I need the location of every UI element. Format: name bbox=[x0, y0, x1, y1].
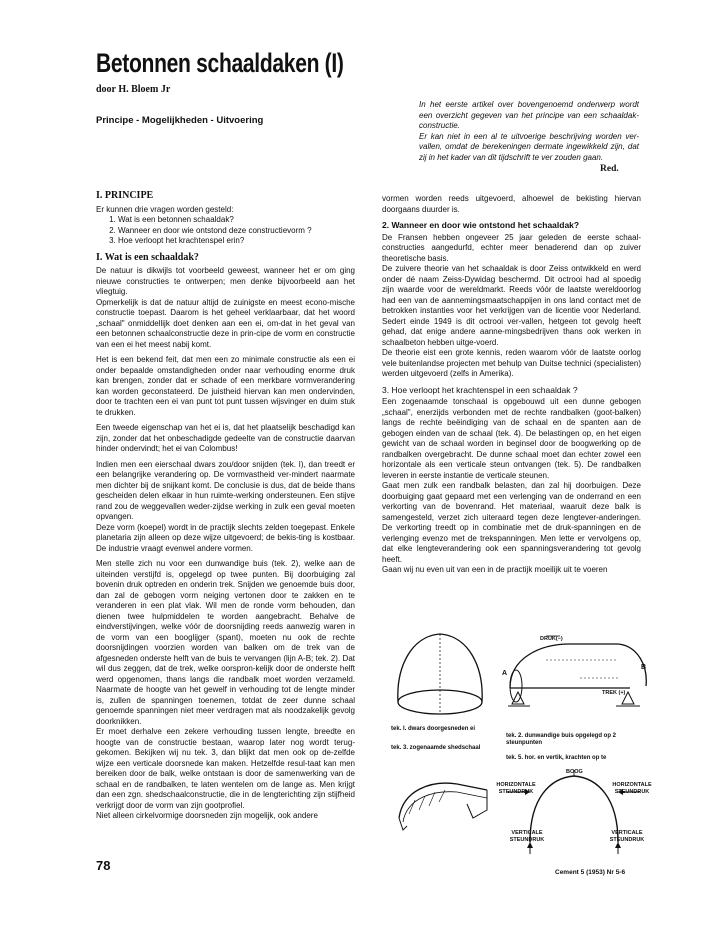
left-column bbox=[96, 191, 355, 822]
question-list bbox=[96, 215, 355, 247]
label-hor-left: HORIZONTALE STEUNDRUK bbox=[496, 782, 536, 795]
paragraph: Het is een bekend feit, dat men een zo minimale constructie als een ei onder bepaalde omstandigheden onder naar verhouding enorme druk kan brengen, zonder dat er schade of een merkbare vormverandering kan worden geconstateerd. De juistheid hiervan kan men ondervinden, door te trachten een ei van punt tot punt tussen wijsvinger en duim stuk te drukken. bbox=[96, 355, 355, 417]
intro-paragraph: Er kan niet in een al te uitvoerige beschrijving worden ver-vallen, omdat de berekeningen dermate ingewikkeld zijn, dat zij in het kader van dit tijdschrift te ver zouden gaan. bbox=[419, 131, 639, 162]
caption-fig1: tek. I. dwars doorgesneden ei bbox=[391, 726, 476, 732]
author: door H. Bloem Jr bbox=[96, 84, 171, 95]
label-vert-left: VERTICALE STEUNDRUK bbox=[509, 830, 545, 843]
paragraph: Er moet derhalve een zekere verhouding tussen lengte, breedte en hoogte van de constructie bestaan, waarop later nog wordt terug-gekomen. Bekijken wij nu tek. 3, dan blijkt dat men ook op de-zelfde wijze een verticale doorsnede kan maken. Hetzelfde resul-taat kan men bereiken door de balk, welke ontstaan is door de samenwerking van de schaal en de randbalken, te laten wentelen om de lange as. Men krijgt dan een zgn. shedschaalconstructie, die in de lengterichting zijn stijfheid verkrijgt door de vorm van zijn gootprofiel. bbox=[96, 727, 355, 810]
paragraph: Een zogenaamde tonschaal is opgebouwd uit een dunne gebogen „schaal", enerzijds verbonden met de rechte randbalken (goot-balken) langs de rechte beëindiging van de schaal en de spanten aan de gebogen einden van de schaal (tek. 4). De belastingen op, en het eigen gewicht van de schaal worden in beginsel door de boogwerking op de randbalken overgebracht. De dunne schaal moet dan echter zowel een horizontale als een verticale steun ontvangen (tek. 5). De randbalken leveren in eerste instantie de verticale steunen. bbox=[382, 397, 641, 480]
paragraph: Gaat men zulk een randbalk belasten, dan zal hij doorbuigen. Deze doorbuiging gaat gepaard met een verlenging van de onderrand en een verkorting van de bovenrand. Het materiaal, waaruit deze balk is samengesteld, verzet zich uiteraard tegen deze lengtever-anderingen. De verkorting treedt op in combinatie met de druk-spanningen en de verlenging evenzo met de trekspanningen. Men lette er vervolgens op, dat elke lengteverandering ook een spanningsverandering tot gevolg heeft. bbox=[382, 481, 641, 564]
section-heading: 2. Wanneer en door wie ontstond het schaaldak? bbox=[382, 220, 580, 230]
paragraph: vormen worden reeds uitgevoerd, alhoewel de bekisting hiervan doorgaans duurder is. bbox=[382, 194, 641, 214]
label-boog: BOOG bbox=[566, 769, 583, 775]
figure-shed bbox=[395, 770, 495, 840]
right-column bbox=[382, 194, 641, 576]
paragraph: Een tweede eigenschap van het ei is, dat het plaatselijk beschadigd kan zijn, zonder dat het onbeschadigde gedeelte van de constructie daarvan hinder ondervindt; het ei van Colombus! bbox=[96, 423, 355, 453]
journal-reference: Cement 5 (1953) Nr 5-6 bbox=[555, 869, 626, 876]
paragraph: De Fransen hebben ongeveer 25 jaar geleden de eerste schaal-constructies aangedurfd, echter meer benaderend dan op zuiver theoretische basis. bbox=[382, 232, 641, 263]
editor-signature: Red. bbox=[600, 164, 619, 174]
paragraph: Men stelle zich nu voor een dunwandige buis (tek. 2), welke aan de uiteinden verstijfd is, opgelegd op twee punten. Bij doorbuiging zal bovenin druk optreden en onderin trek. Snijden we genoemde buis door, dan zal de gebogen vorm neiging vertonen door te zakken en te veranderen in een plat vlak. Wil men de ronde vorm behouden, dan dienen twee hulpmiddelen te worden aangebracht. Behalve de eindverstijvingen, welke vóór de doorsnijding reeds aanwezig waren in de vorm van een booglijger (spant), moeten nu ook de rechte doorsnijdingen voorzien worden van balken om de trek van de afgesneden onderste helft van de buis te vervangen (lijn A-B; tek. 2). Dat wil dus zeggen, dat de trek, welke oorspron-kelijk door de onderste helft werd opgenomen, thans langs die randbalk moet worden verzameld. Naarmate de hoogte van het gewelf in verhouding tot de lengte minder is, zullen de spanningen toenemen, totdat de zeer dunne schaal genoemde spanningen niet meer verdragen mat als noodzakelijk gevolg doorknikken. bbox=[96, 559, 355, 726]
paragraph: De theorie eist een grote kennis, reden waarom vóór de laatste oorlog vele buitenlandse projecten met behulp van Duitse technici (specialisten) werden uitgevoerd (zelfs in Amerika). bbox=[382, 348, 641, 378]
caption-fig5: tek. 5. hor. en vertik, krachten op te bbox=[506, 755, 607, 761]
paragraph: De natuur is dikwijls tot voorbeeld geweest, wanneer het er om ging nieuwe constructies te ontwerpen; men denke bijvoorbeeld aan het vliegtuig. bbox=[96, 266, 355, 296]
label-hor-right: HORIZONTALE STEUNDRUK bbox=[612, 782, 652, 795]
section-heading: I. PRINCIPE bbox=[96, 190, 154, 201]
article-title: Betonnen schaaldaken (I) bbox=[96, 48, 344, 78]
section-heading: I. Wat is een schaaldak? bbox=[96, 251, 199, 263]
caption-fig2: tek. 2. dunwandige buis opgelegd op 2 steunpunten bbox=[506, 733, 617, 746]
list-item: 2. Wanneer en door wie ontstond deze constructievorm ? bbox=[118, 226, 355, 237]
paragraph: Indien men een eierschaal dwars zou/door snijden (tek. I), dan treedt er een belangrijke verandering op. De vormvastheid ver-mindert naarmate men dichter bij de snijkant komt. De conclusie is dus, dat de beide thans gescheiden delen elkaar in hun ruimte-werking ondersteunen. Een stijve rand zou de weggevallen weder-zijdse werking in zulk een geval moeten opvangen. bbox=[96, 459, 355, 521]
label-druk: DRUK(−) bbox=[540, 636, 563, 642]
label-vert-right: VERTICALE STEUNDRUK bbox=[609, 830, 645, 843]
page-number: 78 bbox=[96, 858, 111, 873]
figure-egg bbox=[390, 628, 490, 728]
intro-paragraph: In het eerste artikel over bovengenoemd onderwerp wordt een overzicht gegeven van het principe van een schaaldak-constructie. bbox=[419, 100, 639, 130]
label-a: A bbox=[502, 670, 508, 677]
figure-tube bbox=[500, 632, 650, 722]
section-heading: 3. Hoe verloopt het krachtenspel in een schaaldak ? bbox=[382, 384, 578, 395]
label-b: B bbox=[641, 664, 647, 671]
paragraph: Er kunnen drie vragen worden gesteld: bbox=[96, 204, 234, 214]
list-item: 1. Wat is een betonnen schaaldak? bbox=[118, 215, 355, 226]
paragraph: Deze vorm (koepel) wordt in de practijk slechts zelden toegepast. Enkele planetaria zijn alleen op deze wijze uitgevoerd; de bekis-ting is kostbaar. De industrie vraagt evenwel andere vormen. bbox=[96, 522, 355, 553]
label-trek: TREK (+) bbox=[602, 690, 626, 696]
paragraph: De zuivere theorie van het schaaldak is door Zeiss ontwikkeld en werd onder dé naam Zeiss-Dywidag beschermd. Dit octrooi had al spoedig zijn waarde voor de wereldmarkt. Reeds vóór de laatste wereldoorlog had een van de aannemingsmaatschappijen in ons land contact met de betrokken instanties voor het verkrijgen van de licentie voor Nederland. Sedert einde 1949 is dit octrooi ver-vallen, hetgeen tot gevolg heeft gehad, dat enige andere aanne-mingsbedrijven thans ook werken in schaalbeton hebben uitge-voerd. bbox=[382, 264, 641, 347]
paragraph: Niet alleen cirkelvormige doorsneden zijn mogelijk, ook andere bbox=[96, 811, 318, 820]
list-item: 3. Hoe verloopt het krachtenspel erin? bbox=[118, 236, 355, 247]
paragraph: Gaan wij nu even uit van een in de practijk moeilijk uit te voeren bbox=[382, 565, 608, 574]
caption-fig3: tek. 3. zogenaamde shedschaal bbox=[391, 745, 481, 751]
paragraph: Opmerkelijk is dat de natuur altijd de zuinigste en meest econo-mische constructie toepast. Daarom is het geheel verklaarbaar, dat het woord „schaal" onmiddellijk doet denken aan een ei, om-dat in het geval van een betonnen schaalconstructie deze in prin-cipe de vorm en constructie van een ei het meest nabij komt. bbox=[96, 297, 355, 349]
subtitle: Principe - Mogelijkheden - Uitvoering bbox=[96, 115, 264, 126]
editor-intro bbox=[419, 100, 639, 163]
